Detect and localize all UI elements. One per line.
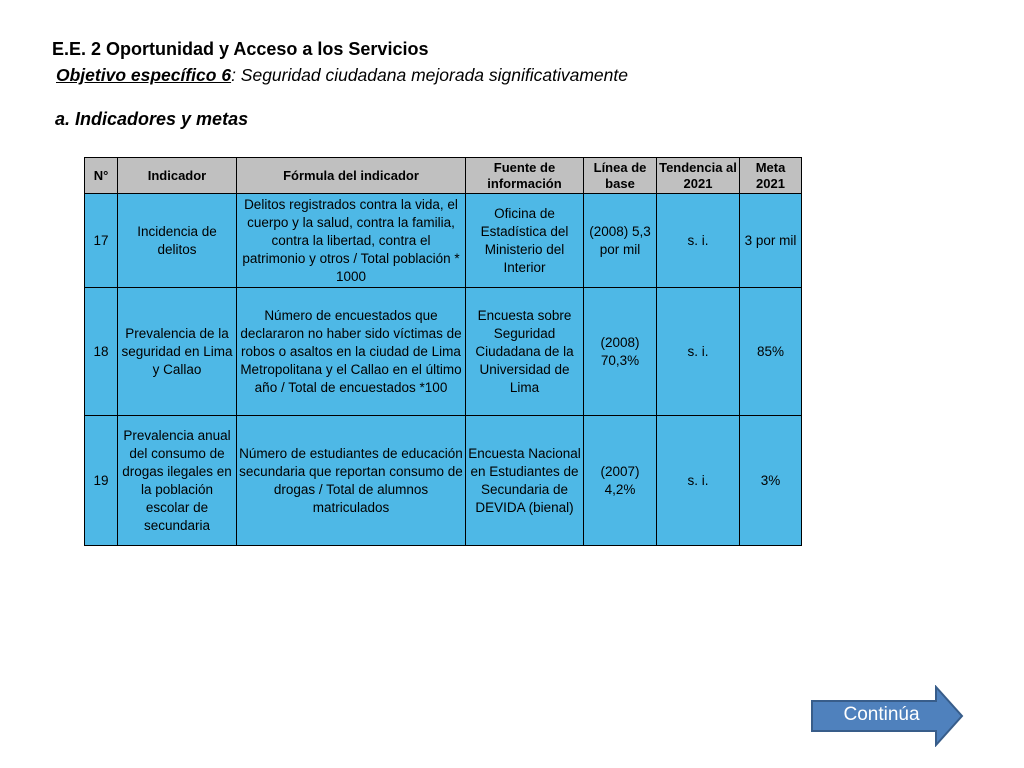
cell-meta: 3 por mil (740, 194, 802, 288)
cell-indicador: Incidencia de delitos (118, 194, 237, 288)
objective-text: Seguridad ciudadana mejorada significativamente (235, 65, 628, 85)
header-linea-base: Línea de base (584, 158, 657, 194)
cell-meta: 85% (740, 288, 802, 416)
continue-label: Continúa (843, 704, 920, 725)
table-row (85, 194, 802, 288)
cell-linea-base: (2008) 70,3% (584, 288, 657, 416)
page-title: E.E. 2 Oportunidad y Acceso a los Servicios (52, 39, 429, 59)
table-row (85, 416, 802, 546)
continue-button[interactable] (810, 685, 965, 747)
header-n: N° (85, 158, 118, 194)
header-indicador: Indicador (118, 158, 237, 194)
objective-label: Objetivo específico 6 (56, 65, 232, 85)
cell-formula: Número de estudiantes de educación secundaria que reportan consumo de drogas / Total de alumnos matriculados (237, 416, 466, 546)
header-meta: Meta 2021 (740, 158, 802, 194)
objective-colon: : (231, 65, 236, 85)
header-tendencia: Tendencia al 2021 (657, 158, 740, 194)
cell-fuente: Encuesta sobre Seguridad Ciudadana de la Universidad de Lima (466, 288, 584, 416)
cell-linea-base: (2007) 4,2% (584, 416, 657, 546)
cell-linea-base: (2008) 5,3 por mil (584, 194, 657, 288)
cell-tendencia: s. i. (657, 416, 740, 546)
cell-n: 17 (85, 194, 118, 288)
table-row (85, 288, 802, 416)
cell-fuente: Encuesta Nacional en Estudiantes de Secundaria de DEVIDA (bienal) (466, 416, 584, 546)
header-fuente: Fuente de información (466, 158, 584, 194)
header-formula: Fórmula del indicador (237, 158, 466, 194)
section-heading: a. Indicadores y metas (55, 109, 249, 129)
cell-formula: Delitos registrados contra la vida, el cuerpo y la salud, contra la familia, contra la libertad, contra el patrimonio y otros / Total población * 1000 (237, 194, 466, 288)
indicators-table (84, 157, 802, 546)
cell-tendencia: s. i. (657, 288, 740, 416)
cell-formula: Número de encuestados que declararon no haber sido víctimas de robos o asaltos en la ciudad de Lima Metropolitana y el Callao en el último año / Total de encuestados *100 (237, 288, 466, 416)
cell-tendencia: s. i. (657, 194, 740, 288)
cell-indicador: Prevalencia de la seguridad en Lima y Callao (118, 288, 237, 416)
cell-n: 19 (85, 416, 118, 546)
cell-fuente: Oficina de Estadística del Ministerio del Interior (466, 194, 584, 288)
objective-line (56, 65, 628, 85)
table-header-row (85, 158, 802, 194)
cell-indicador: Prevalencia anual del consumo de drogas ilegales en la población escolar de secundaria (118, 416, 237, 546)
cell-n: 18 (85, 288, 118, 416)
cell-meta: 3% (740, 416, 802, 546)
